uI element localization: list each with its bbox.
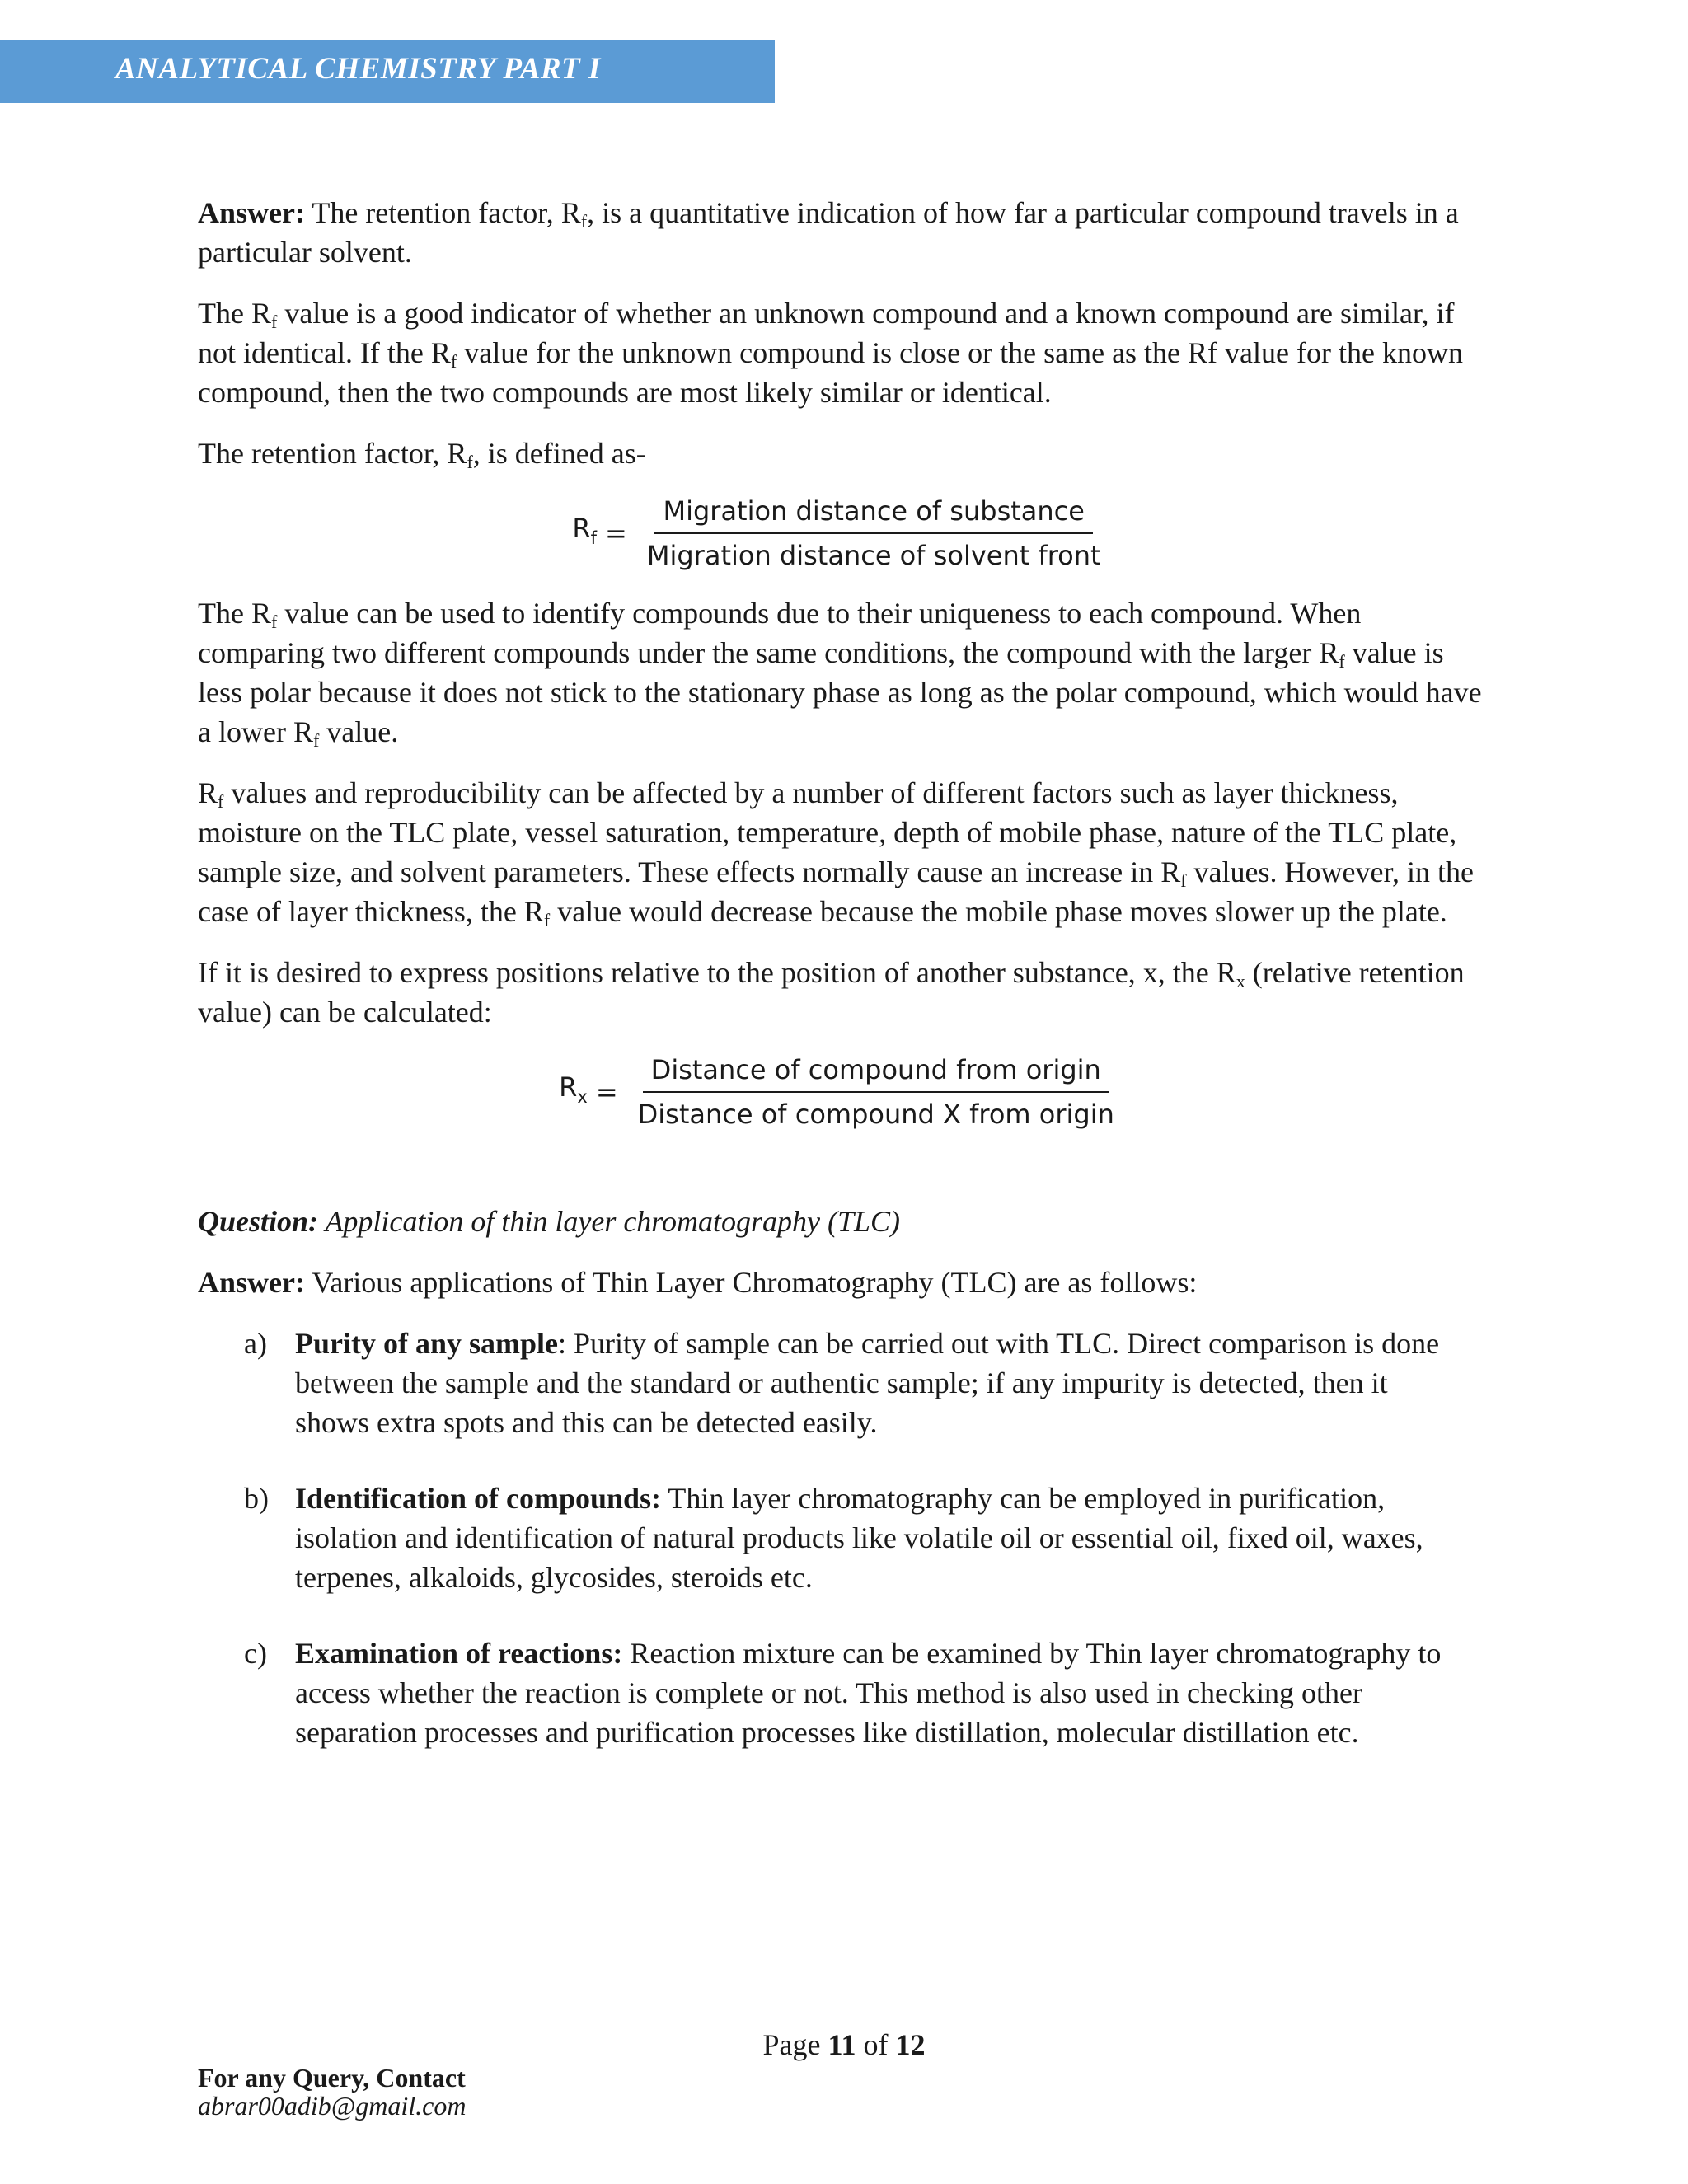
contact-label: For any Query, Contact xyxy=(198,2063,466,2093)
formula-rx xyxy=(198,1053,1484,1131)
formula-rf-equals: = xyxy=(605,518,627,549)
paragraph-rf-defined-as: The retention factor, $R_f$, is defined as- xyxy=(198,437,646,472)
formula-rf xyxy=(198,494,1484,572)
paragraph-rf-polarity: The $R_f$ value can be used to identify compounds due to their uniqueness to each compound. When comparing two different compounds under the same conditions, the compound with the larger $R_f$ value is less polar because it does not stick to the stationary phase as long as the polar compound, which would have a lower $R_f$ value. xyxy=(198,597,1482,751)
answer-label: Answer: xyxy=(198,1266,305,1299)
header-title: ANALYTICAL CHEMISTRY PART I xyxy=(115,52,601,86)
formula-rx-equals: = xyxy=(595,1076,618,1108)
applications-list xyxy=(198,1324,1484,1752)
list-marker: c) xyxy=(244,1637,267,1670)
formula-rf-lhs: $R_f$ xyxy=(572,513,598,548)
question-label: Question: xyxy=(198,1205,319,1238)
footer-contact xyxy=(198,2064,466,2120)
formula-rx-lhs: $R_x$ xyxy=(559,1071,588,1107)
paragraph-rf-definition: Answer: The retention factor, $R_f$, is a quantitative indication of how far a particular compound travels in a particular solvent. xyxy=(198,196,1459,269)
list-item: b) Identification of compounds: Thin layer chromatography can be employed in purification, isolation and identification of natural products like volatile oil or essential oil, fixed oil, waxes, terpenes, alkaloids, glycosides, steroids etc. xyxy=(198,1479,1484,1597)
formula-rf-fraction xyxy=(639,494,1109,572)
formula-rx-fraction xyxy=(630,1053,1123,1131)
list-marker: b) xyxy=(244,1482,269,1515)
list-item: c) Examination of reactions: Reaction mixture can be examined by Thin layer chromatography to access whether the reaction is complete or not. This method is also used in checking other separation processes and purification processes like distillation, molecular distillation etc. xyxy=(198,1633,1484,1752)
formula-rf-numerator: Migration distance of substance xyxy=(654,494,1092,534)
formula-rx-denominator: Distance of compound X from origin xyxy=(637,1099,1114,1130)
formula-rf-denominator: Migration distance of solvent front xyxy=(646,540,1101,571)
page-number: Page 11 of 12 xyxy=(762,2028,926,2061)
list-item-title: Purity of any sample xyxy=(295,1327,558,1360)
page-content xyxy=(198,193,1484,1788)
list-item: a) Purity of any sample: Purity of sample can be carried out with TLC. Direct comparison is done between the sample and the standard or authentic sample; if any impurity is detected, then it shows extra spots and this can be detected easily. xyxy=(198,1324,1484,1442)
paragraph-rf-indicator: The $R_f$ value is a good indicator of whether an unknown compound and a known compound are similar, if not identical. If the $R_f$ value for the unknown compound is close or the same as the Rf value for the known compound, then the two compounds are most likely similar or identical. xyxy=(198,297,1463,409)
paragraph-applications-intro: Answer: Various applications of Thin Layer Chromatography (TLC) are as follows: xyxy=(198,1266,1198,1299)
list-item-title: Identification of compounds: xyxy=(295,1482,662,1515)
contact-email[interactable]: abrar00adib@gmail.com xyxy=(198,2091,467,2121)
question-heading: Question: Application of thin layer chromatography (TLC) xyxy=(198,1205,901,1238)
paragraph-rx-intro: If it is desired to express positions relative to the position of another substance, x, the $R_x$ (relative retention value) can be calculated: xyxy=(198,956,1465,1029)
answer-label: Answer: xyxy=(198,196,305,229)
formula-rx-numerator: Distance of compound from origin xyxy=(643,1053,1109,1093)
paragraph-rf-factors: $R_f$ values and reproducibility can be affected by a number of different factors such as layer thickness, moisture on the TLC plate, vessel saturation, temperature, depth of mobile phase, nature of the TLC plate, sample size, and solvent parameters. These effects normally cause an increase in $R_f$ values. However, in the case of layer thickness, the $R_f$ value would decrease because the mobile phase moves slower up the plate. xyxy=(198,776,1474,930)
list-item-title: Examination of reactions: xyxy=(295,1637,623,1670)
list-marker: a) xyxy=(244,1327,267,1360)
